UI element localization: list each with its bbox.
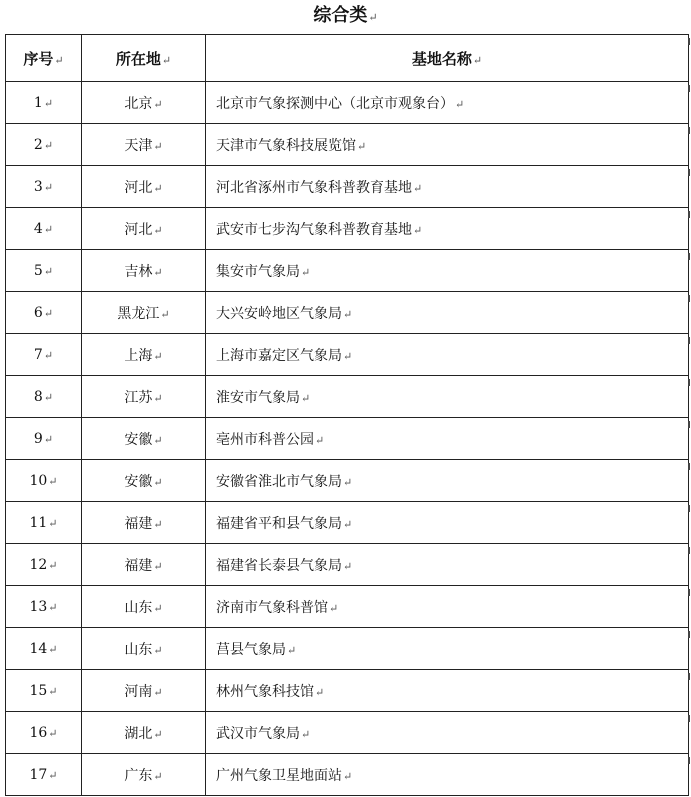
row-end-tick xyxy=(688,253,690,260)
paragraph-mark-icon: ↵ xyxy=(153,391,163,405)
row-end-tick xyxy=(688,463,690,470)
paragraph-mark-icon: ↵ xyxy=(413,223,423,237)
paragraph-mark-icon: ↵ xyxy=(153,139,163,153)
cell-location: 吉林↵ xyxy=(82,250,206,292)
table-row xyxy=(6,502,689,544)
paragraph-mark-icon: ↵ xyxy=(43,432,54,446)
row-end-tick xyxy=(688,757,690,764)
cell-seq: 2↵ xyxy=(6,124,82,166)
cell-seq: 14↵ xyxy=(6,628,82,670)
cell-name: 济南市气象科普馆↵ xyxy=(206,586,689,628)
paragraph-mark-icon: ↵ xyxy=(43,264,54,278)
paragraph-mark-icon: ↵ xyxy=(48,558,58,572)
cell-location: 黑龙江↵ xyxy=(82,292,206,334)
paragraph-mark-icon: ↵ xyxy=(153,769,163,783)
table-row xyxy=(6,250,689,292)
paragraph-mark-icon: ↵ xyxy=(329,601,339,615)
paragraph-mark-icon: ↵ xyxy=(153,601,163,615)
table-row xyxy=(6,208,689,250)
cell-name: 河北省涿州市气象科普教育基地↵ xyxy=(206,166,689,208)
paragraph-mark-icon: ↵ xyxy=(343,517,353,531)
cell-name: 集安市气象局↵ xyxy=(206,250,689,292)
row-end-tick xyxy=(688,421,690,428)
paragraph-mark-icon: ↵ xyxy=(48,684,58,698)
paragraph-mark-icon: ↵ xyxy=(153,727,163,741)
cell-name: 莒县气象局↵ xyxy=(206,628,689,670)
cell-name: 亳州市科普公园↵ xyxy=(206,418,689,460)
cell-name: 林州气象科技馆↵ xyxy=(206,670,689,712)
cell-location: 天津↵ xyxy=(82,124,206,166)
cell-location: 山东↵ xyxy=(82,628,206,670)
paragraph-mark-icon: ↵ xyxy=(48,768,58,782)
row-end-tick xyxy=(688,337,690,344)
paragraph-mark-icon: ↵ xyxy=(43,306,54,320)
table-row xyxy=(6,376,689,418)
paragraph-mark-icon: ↵ xyxy=(43,180,54,194)
paragraph-mark-icon: ↵ xyxy=(54,53,64,67)
paragraph-mark-icon: ↵ xyxy=(43,96,54,110)
row-end-tick xyxy=(688,379,690,386)
cell-name: 天津市气象科技展览馆↵ xyxy=(206,124,689,166)
paragraph-mark-icon: ↵ xyxy=(161,53,172,67)
cell-seq: 3↵ xyxy=(6,166,82,208)
header-seq: 序号↵ xyxy=(6,35,82,82)
cell-name: 上海市嘉定区气象局↵ xyxy=(206,334,689,376)
cell-seq: 8↵ xyxy=(6,376,82,418)
table-row xyxy=(6,712,689,754)
cell-seq: 10↵ xyxy=(6,460,82,502)
paragraph-mark-icon: ↵ xyxy=(153,349,163,363)
paragraph-mark-icon: ↵ xyxy=(48,726,58,740)
paragraph-mark-icon: ↵ xyxy=(153,97,163,111)
cell-seq: 7↵ xyxy=(6,334,82,376)
paragraph-mark-icon: ↵ xyxy=(48,474,58,488)
cell-name: 安徽省淮北市气象局↵ xyxy=(206,460,689,502)
paragraph-mark-icon: ↵ xyxy=(455,97,465,111)
table-row xyxy=(6,544,689,586)
table-row xyxy=(6,418,689,460)
cell-name: 北京市气象探测中心（北京市观象台）↵ xyxy=(206,82,689,124)
paragraph-mark-icon: ↵ xyxy=(43,348,54,362)
cell-seq: 16↵ xyxy=(6,712,82,754)
row-end-tick xyxy=(688,673,690,680)
paragraph-mark-icon: ↵ xyxy=(301,727,311,741)
cell-location: 河北↵ xyxy=(82,166,206,208)
row-end-tick xyxy=(688,85,690,92)
paragraph-mark-icon: ↵ xyxy=(43,138,54,152)
paragraph-mark-icon: ↵ xyxy=(357,139,367,153)
paragraph-mark-icon: ↵ xyxy=(343,559,353,573)
cell-name: 武汉市气象局↵ xyxy=(206,712,689,754)
cell-location: 北京↵ xyxy=(82,82,206,124)
cell-location: 河南↵ xyxy=(82,670,206,712)
paragraph-mark-icon: ↵ xyxy=(153,475,163,489)
cell-name: 大兴安岭地区气象局↵ xyxy=(206,292,689,334)
row-end-tick xyxy=(688,38,690,45)
row-end-tick xyxy=(688,211,690,218)
cell-seq: 13↵ xyxy=(6,586,82,628)
header-location: 所在地↵ xyxy=(82,35,206,82)
cell-seq: 15↵ xyxy=(6,670,82,712)
cell-location: 河北↵ xyxy=(82,208,206,250)
cell-location: 福建↵ xyxy=(82,502,206,544)
row-end-tick xyxy=(688,505,690,512)
cell-name: 福建省长泰县气象局↵ xyxy=(206,544,689,586)
paragraph-mark-icon: ↵ xyxy=(153,559,163,573)
cell-seq: 11↵ xyxy=(6,502,82,544)
paragraph-mark-icon: ↵ xyxy=(413,181,423,195)
paragraph-mark-icon: ↵ xyxy=(343,349,353,363)
row-end-tick xyxy=(688,295,690,302)
row-end-tick xyxy=(688,169,690,176)
table-row xyxy=(6,628,689,670)
cell-seq: 9↵ xyxy=(6,418,82,460)
cell-location: 上海↵ xyxy=(82,334,206,376)
row-end-tick xyxy=(688,547,690,554)
paragraph-mark-icon: ↵ xyxy=(472,53,483,67)
paragraph-mark-icon: ↵ xyxy=(343,475,353,489)
paragraph-mark-icon: ↵ xyxy=(153,643,163,657)
paragraph-mark-icon: ↵ xyxy=(160,307,170,321)
table-row xyxy=(6,292,689,334)
table-row xyxy=(6,334,689,376)
paragraph-mark-icon: ↵ xyxy=(287,643,297,657)
cell-name: 福建省平和县气象局↵ xyxy=(206,502,689,544)
paragraph-mark-icon: ↵ xyxy=(153,181,163,195)
cell-location: 江苏↵ xyxy=(82,376,206,418)
paragraph-mark-icon: ↵ xyxy=(153,433,163,447)
paragraph-mark-icon: ↵ xyxy=(315,433,325,447)
cell-location: 福建↵ xyxy=(82,544,206,586)
paragraph-mark-icon: ↵ xyxy=(153,517,163,531)
cell-seq: 5↵ xyxy=(6,250,82,292)
cell-name: 淮安市气象局↵ xyxy=(206,376,689,418)
cell-location: 安徽↵ xyxy=(82,460,206,502)
table-row xyxy=(6,460,689,502)
paragraph-mark-icon: ↵ xyxy=(301,391,311,405)
table-row xyxy=(6,670,689,712)
cell-seq: 6↵ xyxy=(6,292,82,334)
table-header-row xyxy=(6,35,689,82)
base-list-table xyxy=(5,34,689,796)
table-row xyxy=(6,754,689,796)
paragraph-mark-icon: ↵ xyxy=(43,222,54,236)
row-end-tick xyxy=(688,631,690,638)
paragraph-mark-icon: ↵ xyxy=(153,223,163,237)
table-row xyxy=(6,124,689,166)
paragraph-mark-icon: ↵ xyxy=(315,685,325,699)
cell-name: 武安市七步沟气象科普教育基地↵ xyxy=(206,208,689,250)
title-text: 综合类 xyxy=(313,5,368,26)
paragraph-mark-icon: ↵ xyxy=(343,769,353,783)
paragraph-mark-icon: ↵ xyxy=(153,685,163,699)
document-title xyxy=(0,2,691,32)
paragraph-mark-icon: ↵ xyxy=(343,307,353,321)
header-name: 基地名称↵ xyxy=(206,35,689,82)
cell-location: 广东↵ xyxy=(82,754,206,796)
cell-location: 安徽↵ xyxy=(82,418,206,460)
paragraph-mark-icon: ↵ xyxy=(48,600,58,614)
table-row xyxy=(6,166,689,208)
cell-seq: 4↵ xyxy=(6,208,82,250)
paragraph-mark-icon: ↵ xyxy=(48,516,58,530)
table-row xyxy=(6,586,689,628)
cell-location: 湖北↵ xyxy=(82,712,206,754)
paragraph-mark-icon: ↵ xyxy=(48,642,58,656)
paragraph-mark-icon: ↵ xyxy=(368,11,378,24)
paragraph-mark-icon: ↵ xyxy=(301,265,311,279)
row-end-tick xyxy=(688,589,690,596)
cell-seq: 12↵ xyxy=(6,544,82,586)
cell-seq: 17↵ xyxy=(6,754,82,796)
cell-location: 山东↵ xyxy=(82,586,206,628)
paragraph-mark-icon: ↵ xyxy=(153,265,163,279)
cell-seq: 1↵ xyxy=(6,82,82,124)
row-end-tick xyxy=(688,127,690,134)
table-row xyxy=(6,82,689,124)
paragraph-mark-icon: ↵ xyxy=(43,390,54,404)
row-end-tick xyxy=(688,715,690,722)
cell-name: 广州气象卫星地面站↵ xyxy=(206,754,689,796)
table-body xyxy=(6,82,689,796)
